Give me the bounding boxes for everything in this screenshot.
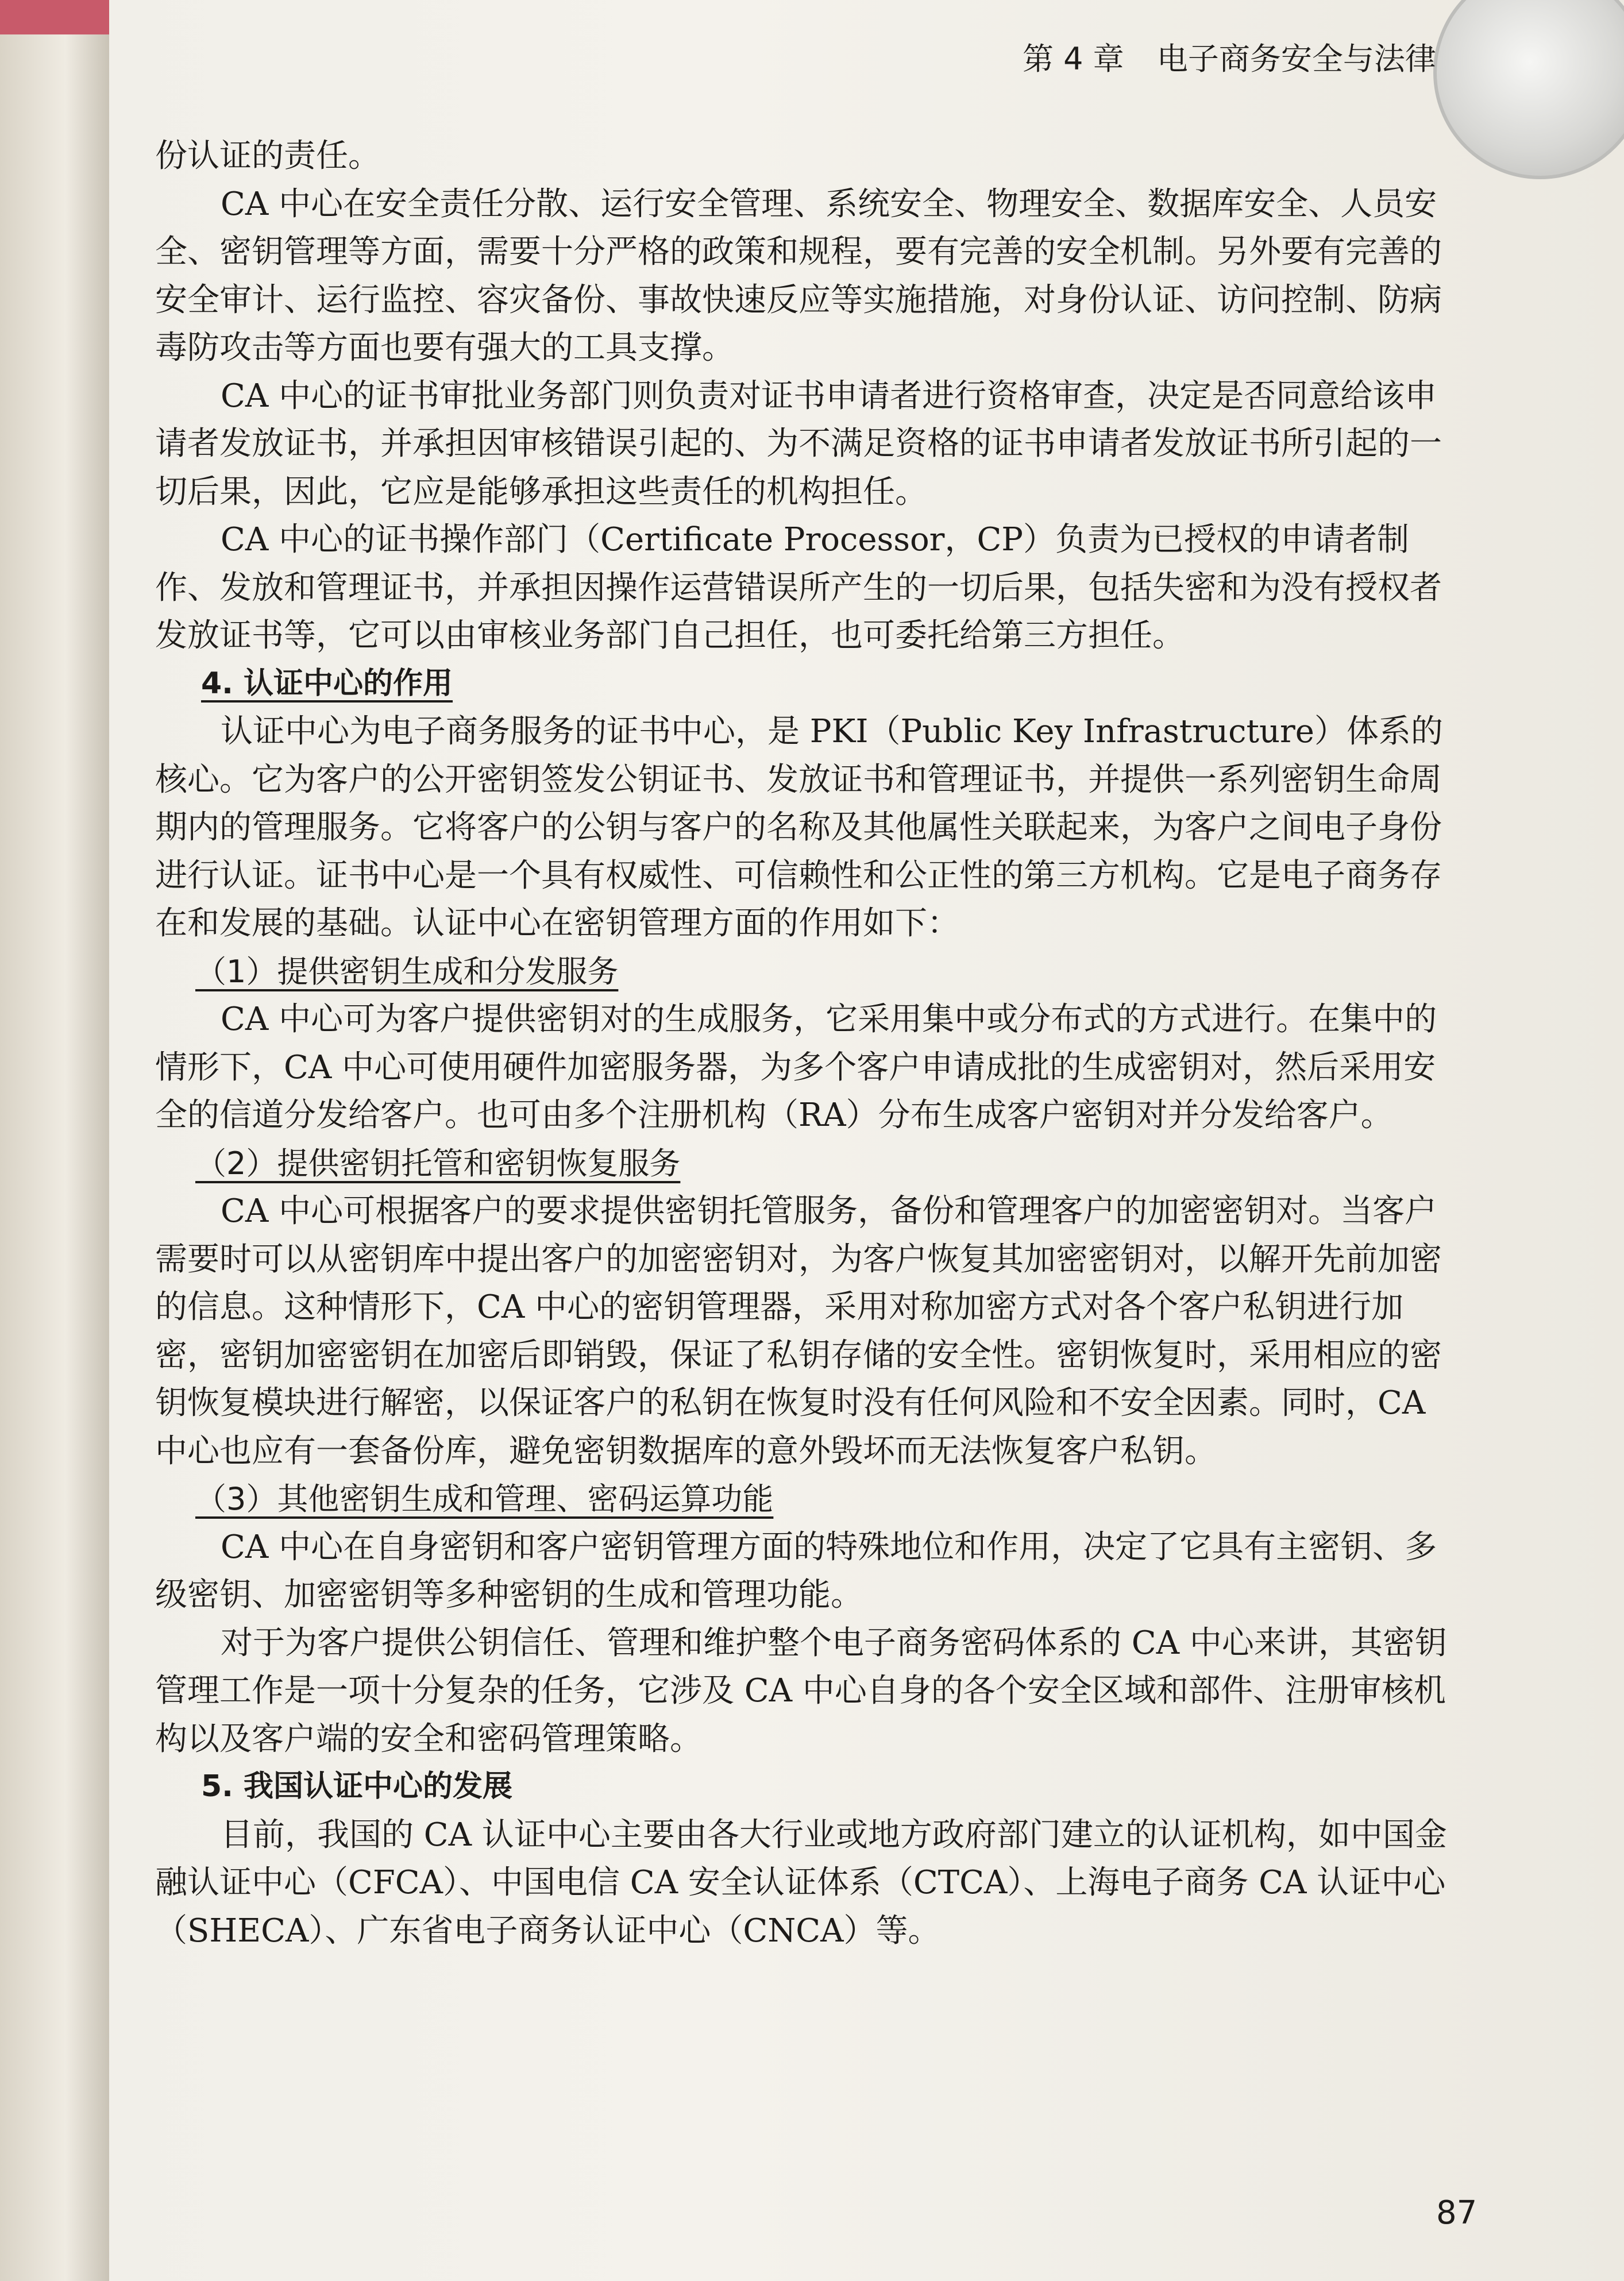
paragraph-ca-role: 认证中心为电子商务服务的证书中心，是 PKI（Public Key Infrastructure）体系的核心。它为客户的公开密钥签发公钥证书、发放证书和管理证书，并提供一系列密钥生命周期内的管理服务。它将客户的公钥与客户的名称及其他属性关联起来，为客户之间电子身份进行认证。证书中心是一个具有权威性、可信赖性和公正性的第三方机构。它是电子商务存在和发展的基础。认证中心在密钥管理方面的作用如下： [155, 713, 1443, 942]
paragraph-ca-operation: CA 中心的证书操作部门（Certificate Processor，CP）负责为已授权的申请者制作、发放和管理证书，并承担因操作运营错误所产生的一切后果，包括失密和为没有授权者发放证书等，它可以由审核业务部门自己担任，也可委托给第三方担任。 [155, 521, 1442, 654]
paragraph-continued: 份认证的责任。 [155, 137, 380, 175]
section-heading-5: 5. 我国认证中心的发展 [201, 1769, 513, 1804]
page-corner-strip [0, 0, 109, 34]
running-header [1023, 34, 1482, 86]
book-gutter [0, 0, 109, 2281]
paragraph-china-ca: 目前，我国的 CA 认证中心主要由各大行业或地方政府部门建立的认证机构，如中国金融认证中心（CFCA）、中国电信 CA 安全认证体系（CTCA）、上海电子商务 CA 认证中心（SHECA）、广东省电子商务认证中心（CNCA）等。 [155, 1816, 1447, 1950]
section-heading-4: 4. 认证中心的作用 [201, 666, 453, 701]
subheading-3: （3）其他密钥生成和管理、密码运算功能 [195, 1481, 774, 1517]
paragraph-ca-security: CA 中心在安全责任分散、运行安全管理、系统安全、物理安全、数据库安全、人员安全、密钥管理等方面，需要十分严格的政策和规程，要有完善的安全机制。另外要有完善的安全审计、运行监控、容灾备份、事故快速反应等实施措施，对身份认证、访问控制、防病毒防攻击等方面也要有强大的工具支撑。 [155, 185, 1442, 366]
paragraph-key-escrow: CA 中心可根据客户的要求提供密钥托管服务，备份和管理客户的加密密钥对。当客户需要时可以从密钥库中提出客户的加密密钥对，为客户恢复其加密密钥对，以解开先前加密的信息。这种情形下，CA 中心的密钥管理器，采用对称加密方式对各个客户私钥进行加密，密钥加密密钥在加密后即销毁，保证了私钥存储的安全性。密钥恢复时，采用相应的密钥恢复模块进行解密，以保证客户的私钥在恢复时没有任何风险和不安全因素。同时，CA 中心也应有一套备份库，避免密钥数据库的意外毁坏而无法恢复客户私钥。 [155, 1192, 1442, 1470]
page-number: 87 [1436, 2194, 1478, 2232]
paragraph-other-keys: CA 中心在自身密钥和客户密钥管理方面的特殊地位和作用，决定了它具有主密钥、多级密钥、加密密钥等多种密钥的生成和管理功能。 [155, 1528, 1437, 1614]
chapter-number: 第 4 章 [1023, 41, 1124, 77]
paragraph-ca-approval: CA 中心的证书审批业务部门则负责对证书申请者进行资格审查，决定是否同意给该申请者发放证书，并承担因审核错误引起的、为不满足资格的证书申请者发放证书所引起的一切后果，因此，它应是能够承担这些责任的机构担任。 [155, 377, 1442, 511]
page-body [155, 132, 1465, 1955]
subheading-1: （1）提供密钥生成和分发服务 [195, 953, 619, 990]
paragraph-key-management: 对于为客户提供公钥信任、管理和维护整个电子商务密码体系的 CA 中心来讲，其密钥管理工作是一项十分复杂的任务，它涉及 CA 中心自身的各个安全区域和部件、注册审核机构以及客户端的安全和密码管理策略。 [155, 1624, 1447, 1758]
chapter-title: 电子商务安全与法律 [1156, 41, 1436, 77]
paragraph-key-generation: CA 中心可为客户提供密钥对的生成服务，它采用集中或分布式的方式进行。在集中的情形下，CA 中心可使用硬件加密服务器，为多个客户申请成批的生成密钥对，然后采用安全的信道分发给客户。也可由多个注册机构（RA）分布生成客户密钥对并分发给客户。 [155, 1001, 1437, 1134]
subheading-2: （2）提供密钥托管和密钥恢复服务 [195, 1145, 681, 1182]
